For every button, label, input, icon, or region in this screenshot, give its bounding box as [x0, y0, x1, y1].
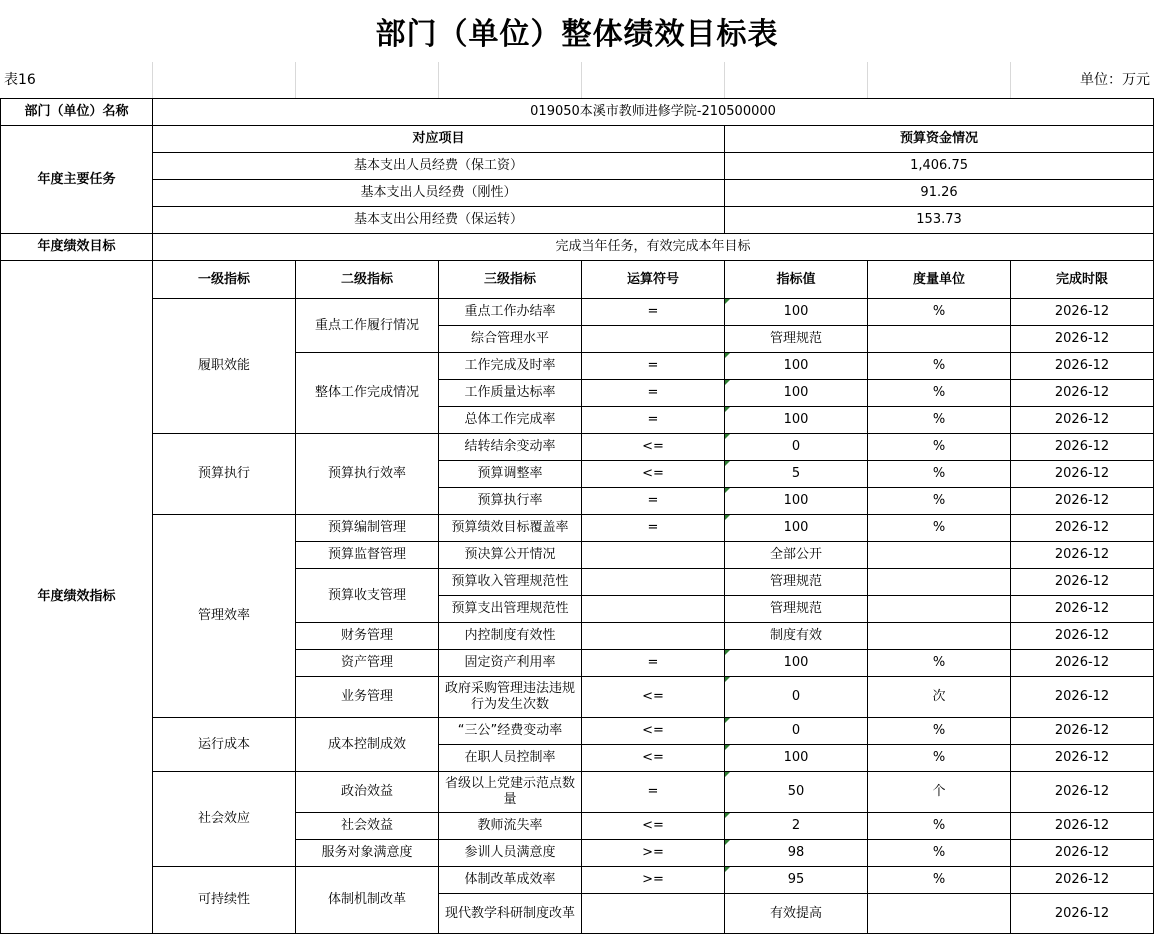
indicator-value: 0 [725, 677, 868, 718]
indicator-value: 100 [725, 407, 868, 434]
indicator-unit [868, 623, 1011, 650]
indicator-deadline: 2026-12 [1011, 867, 1154, 894]
indicator-value: 0 [725, 434, 868, 461]
indicator-deadline: 2026-12 [1011, 745, 1154, 772]
page-title: 部门（单位）整体绩效目标表 [375, 17, 779, 52]
indicator-operator: = [582, 407, 725, 434]
indicator-name: 预算调整率 [439, 461, 582, 488]
level2-cell: 业务管理 [296, 677, 439, 718]
indicator-deadline: 2026-12 [1011, 596, 1154, 623]
indicator-unit [868, 894, 1011, 934]
dept-value: 019050本溪市教师进修学院-210500000 [153, 99, 1154, 126]
tasks-label: 年度主要任务 [1, 126, 153, 234]
meta-row [0, 62, 1154, 98]
indicator-unit [868, 326, 1011, 353]
indicator-operator: = [582, 650, 725, 677]
task-project: 基本支出人员经费（保工资） [153, 153, 725, 180]
indicator-value: 100 [725, 299, 868, 326]
indicator-name: 综合管理水平 [439, 326, 582, 353]
indicator-operator: <= [582, 718, 725, 745]
indicator-unit [868, 569, 1011, 596]
indicator-operator: = [582, 380, 725, 407]
header-value: 指标值 [725, 261, 868, 299]
indicator-operator [582, 894, 725, 934]
indicator-value: 100 [725, 745, 868, 772]
indicator-unit: % [868, 407, 1011, 434]
indicator-operator: <= [582, 461, 725, 488]
indicator-operator: >= [582, 840, 725, 867]
indicators-label: 年度绩效指标 [1, 261, 153, 934]
indicator-value: 5 [725, 461, 868, 488]
task-project: 基本支出人员经费（刚性） [153, 180, 725, 207]
indicator-value: 管理规范 [725, 326, 868, 353]
indicator-value: 管理规范 [725, 596, 868, 623]
header-level3: 三级指标 [439, 261, 582, 299]
indicator-unit: % [868, 718, 1011, 745]
level2-cell: 成本控制成效 [296, 718, 439, 772]
indicator-name: 预算绩效目标覆盖率 [439, 515, 582, 542]
indicator-deadline: 2026-12 [1011, 299, 1154, 326]
level2-cell: 财务管理 [296, 623, 439, 650]
indicator-value: 50 [725, 772, 868, 813]
indicator-operator: <= [582, 813, 725, 840]
indicator-value: 0 [725, 718, 868, 745]
dept-label: 部门（单位）名称 [1, 99, 153, 126]
level1-cell: 社会效应 [153, 772, 296, 867]
indicator-unit: % [868, 353, 1011, 380]
indicator-unit: % [868, 650, 1011, 677]
indicator-operator [582, 623, 725, 650]
indicator-name: 结转结余变动率 [439, 434, 582, 461]
indicator-unit: % [868, 461, 1011, 488]
indicator-value: 100 [725, 515, 868, 542]
level1-cell: 运行成本 [153, 718, 296, 772]
grid-line [867, 62, 868, 98]
indicator-operator [582, 326, 725, 353]
indicator-name: 固定资产利用率 [439, 650, 582, 677]
indicator-value: 有效提高 [725, 894, 868, 934]
indicator-operator: = [582, 772, 725, 813]
indicator-deadline: 2026-12 [1011, 353, 1154, 380]
level2-cell: 政治效益 [296, 772, 439, 813]
indicator-operator [582, 596, 725, 623]
indicator-value: 全部公开 [725, 542, 868, 569]
indicator-value: 100 [725, 380, 868, 407]
indicator-value: 2 [725, 813, 868, 840]
level2-cell: 体制机制改革 [296, 867, 439, 934]
goal-value: 完成当年任务，有效完成本年目标 [153, 234, 1154, 261]
indicator-name: 教师流失率 [439, 813, 582, 840]
goal-label: 年度绩效目标 [1, 234, 153, 261]
indicator-name: 预决算公开情况 [439, 542, 582, 569]
header-unit: 度量单位 [868, 261, 1011, 299]
indicator-unit: 次 [868, 677, 1011, 718]
indicator-deadline: 2026-12 [1011, 542, 1154, 569]
indicator-operator: = [582, 515, 725, 542]
indicator-value: 95 [725, 867, 868, 894]
indicator-unit: % [868, 840, 1011, 867]
indicator-name: 政府采购管理违法违规行为发生次数 [439, 677, 582, 718]
indicator-name: 在职人员控制率 [439, 745, 582, 772]
header-level2: 二级指标 [296, 261, 439, 299]
header-level1: 一级指标 [153, 261, 296, 299]
indicator-operator: = [582, 299, 725, 326]
indicator-deadline: 2026-12 [1011, 623, 1154, 650]
grid-line [438, 62, 439, 98]
indicator-name: 总体工作完成率 [439, 407, 582, 434]
indicator-deadline: 2026-12 [1011, 407, 1154, 434]
level2-cell: 预算执行效率 [296, 434, 439, 515]
indicator-name: 预算收入管理规范性 [439, 569, 582, 596]
indicator-name: “三公”经费变动率 [439, 718, 582, 745]
level2-cell: 资产管理 [296, 650, 439, 677]
indicator-operator: <= [582, 745, 725, 772]
level1-cell: 预算执行 [153, 434, 296, 515]
grid-line [581, 62, 582, 98]
indicator-unit: % [868, 488, 1011, 515]
indicator-unit: % [868, 867, 1011, 894]
indicator-value: 制度有效 [725, 623, 868, 650]
indicator-unit: % [868, 299, 1011, 326]
indicator-name: 工作质量达标率 [439, 380, 582, 407]
indicator-operator: >= [582, 867, 725, 894]
level1-cell: 可持续性 [153, 867, 296, 934]
indicator-deadline: 2026-12 [1011, 718, 1154, 745]
indicator-unit: % [868, 515, 1011, 542]
level2-cell: 服务对象满意度 [296, 840, 439, 867]
indicator-name: 参训人员满意度 [439, 840, 582, 867]
indicator-deadline: 2026-12 [1011, 894, 1154, 934]
indicator-deadline: 2026-12 [1011, 515, 1154, 542]
indicator-name: 预算支出管理规范性 [439, 596, 582, 623]
header-deadline: 完成时限 [1011, 261, 1154, 299]
indicator-deadline: 2026-12 [1011, 677, 1154, 718]
indicator-deadline: 2026-12 [1011, 772, 1154, 813]
grid-line [724, 62, 725, 98]
indicator-value: 100 [725, 488, 868, 515]
indicator-unit [868, 542, 1011, 569]
level1-cell: 管理效率 [153, 515, 296, 718]
indicator-value: 100 [725, 353, 868, 380]
indicator-deadline: 2026-12 [1011, 434, 1154, 461]
level2-cell: 预算监督管理 [296, 542, 439, 569]
indicator-name: 现代教学科研制度改革 [439, 894, 582, 934]
indicator-name: 省级以上党建示范点数量 [439, 772, 582, 813]
indicator-name: 内控制度有效性 [439, 623, 582, 650]
indicator-deadline: 2026-12 [1011, 488, 1154, 515]
level2-cell: 整体工作完成情况 [296, 353, 439, 434]
level2-cell: 预算编制管理 [296, 515, 439, 542]
indicator-operator: <= [582, 434, 725, 461]
indicator-name: 体制改革成效率 [439, 867, 582, 894]
indicator-unit: % [868, 380, 1011, 407]
indicator-value: 100 [725, 650, 868, 677]
indicator-operator: = [582, 488, 725, 515]
indicator-value: 98 [725, 840, 868, 867]
target-table [0, 98, 1154, 934]
tasks-col-project: 对应项目 [153, 126, 725, 153]
level2-cell: 预算收支管理 [296, 569, 439, 623]
indicator-operator [582, 542, 725, 569]
indicator-operator: <= [582, 677, 725, 718]
header-operator: 运算符号 [582, 261, 725, 299]
task-amount: 91.26 [725, 180, 1154, 207]
task-amount: 1,406.75 [725, 153, 1154, 180]
grid-line [152, 62, 153, 98]
indicator-deadline: 2026-12 [1011, 650, 1154, 677]
indicator-deadline: 2026-12 [1011, 569, 1154, 596]
indicator-unit: % [868, 745, 1011, 772]
indicator-unit [868, 596, 1011, 623]
tasks-col-budget: 预算资金情况 [725, 126, 1154, 153]
grid-line [295, 62, 296, 98]
indicator-value: 管理规范 [725, 569, 868, 596]
indicator-unit: % [868, 813, 1011, 840]
indicator-deadline: 2026-12 [1011, 461, 1154, 488]
level2-cell: 社会效益 [296, 813, 439, 840]
indicator-operator: = [582, 353, 725, 380]
indicator-deadline: 2026-12 [1011, 326, 1154, 353]
unit-label: 单位：万元 [1080, 72, 1150, 88]
indicator-deadline: 2026-12 [1011, 380, 1154, 407]
task-amount: 153.73 [725, 207, 1154, 234]
level1-cell: 履职效能 [153, 299, 296, 434]
indicator-operator [582, 569, 725, 596]
task-project: 基本支出公用经费（保运转） [153, 207, 725, 234]
indicator-unit: 个 [868, 772, 1011, 813]
indicator-deadline: 2026-12 [1011, 840, 1154, 867]
indicator-name: 重点工作办结率 [439, 299, 582, 326]
indicator-name: 预算执行率 [439, 488, 582, 515]
table-number: 表16 [4, 72, 36, 88]
indicator-deadline: 2026-12 [1011, 813, 1154, 840]
indicator-unit: % [868, 434, 1011, 461]
grid-line [1010, 62, 1011, 98]
level2-cell: 重点工作履行情况 [296, 299, 439, 353]
indicator-name: 工作完成及时率 [439, 353, 582, 380]
